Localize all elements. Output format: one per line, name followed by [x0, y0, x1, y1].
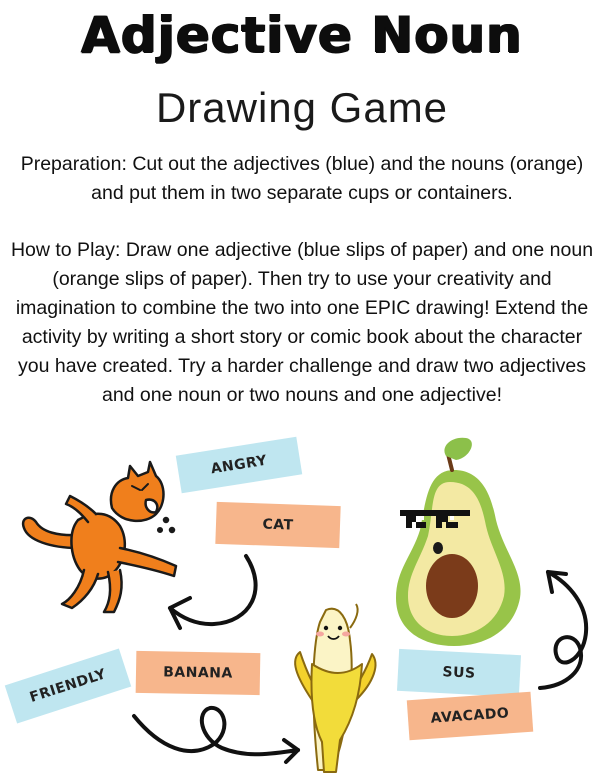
preparation-text: Preparation: Cut out the adjectives (blue) and the nouns (orange) and put them in two separate cups or containers.	[20, 153, 584, 204]
loop-arrow-3	[540, 572, 586, 688]
angry-cat-illustration	[23, 462, 176, 612]
how-to-play-text: How to Play: Draw one adjective (blue slips of paper) and one noun (orange slips of paper). Then try to use your creativity and imagination to combine the two into one EPIC drawing! Extend the activity by writing a short story or comic book about the character you have created. Try a harder challenge and draw two adjectives and one noun or two nouns and one adjective!	[10, 239, 594, 406]
noun-slip-avacado: AVACADO	[407, 692, 533, 741]
avocado-illustration	[396, 438, 521, 646]
adjective-slip-friendly: FRIENDLY	[5, 648, 131, 723]
page-subtitle: Drawing Game	[155, 84, 449, 131]
noun-slip-banana: BANANA	[136, 651, 261, 695]
curved-arrow-1	[170, 556, 256, 628]
noun-slip-cat: CAT	[215, 502, 340, 548]
adjective-slip-sus: SUS	[397, 649, 521, 697]
page-title: Adjective Noun	[81, 6, 523, 64]
squiggle-arrow-2	[134, 708, 298, 762]
banana-illustration	[295, 604, 375, 772]
adjective-slip-angry: ANGRY	[176, 437, 302, 494]
